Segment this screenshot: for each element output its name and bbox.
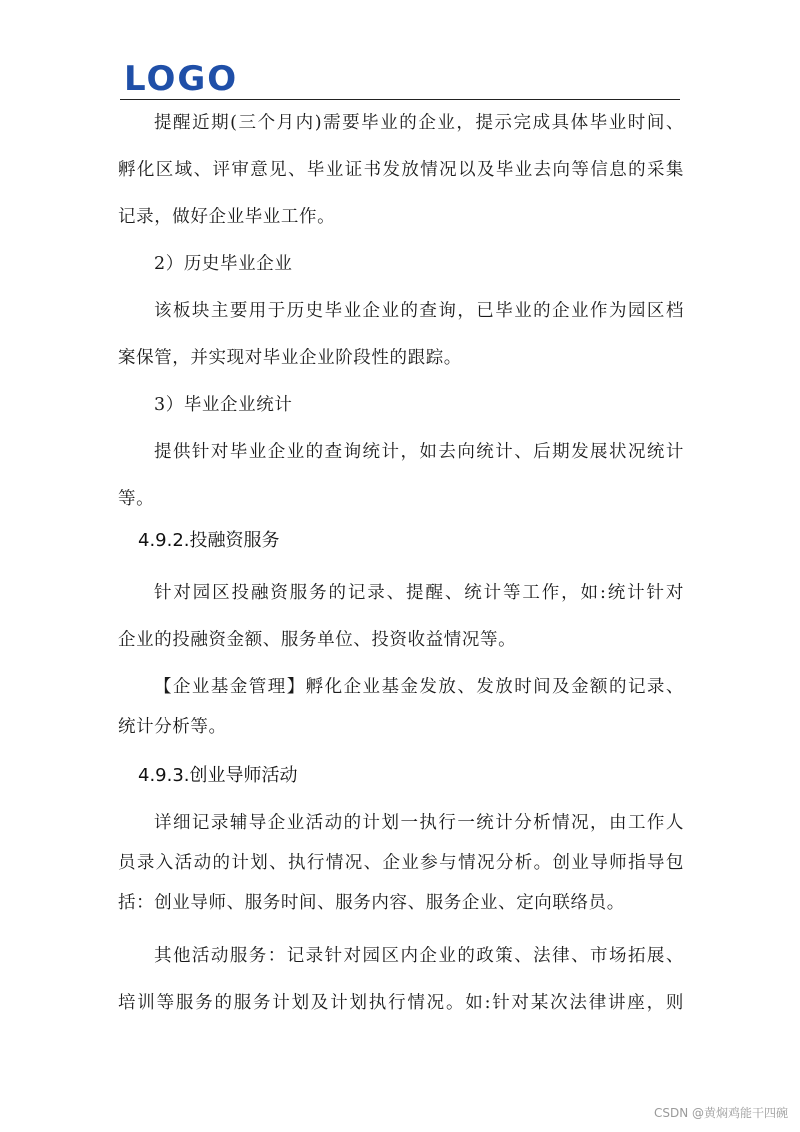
- paragraph-line: 案保管，并实现对毕业企业阶段性的跟踪。: [118, 348, 462, 368]
- paragraph-line: 详细记录辅导企业活动的计划一执行一统计分析情况，由工作人: [154, 813, 684, 833]
- paragraph-line: 员录入活动的计划、执行情况、企业参与情况分析。创业导师指导包: [118, 853, 684, 873]
- paragraph-line: 记录，做好企业毕业工作。: [118, 207, 336, 227]
- logo: LOGO: [124, 59, 239, 99]
- section-heading: 4.9.2.投融资服务: [138, 530, 280, 551]
- header-rule: [120, 99, 680, 100]
- paragraph-line: 括：创业导师、服务时间、服务内容、服务企业、定向联络员。: [118, 893, 625, 913]
- watermark: CSDN @黄焖鸡能干四碗: [653, 1106, 788, 1120]
- paragraph-line: 其他活动服务：记录针对园区内企业的政策、法律、市场拓展、: [154, 946, 684, 966]
- paragraph-line: 培训等服务的服务计划及计划执行情况。如:针对某次法律讲座，则: [118, 993, 684, 1013]
- paragraph-line: 【企业基金管理】孵化企业基金发放、发放时间及金额的记录、: [154, 677, 684, 697]
- paragraph-line: 针对园区投融资服务的记录、提醒、统计等工作，如:统计针对: [154, 583, 684, 603]
- paragraph-line: 提醒近期(三个月内)需要毕业的企业，提示完成具体毕业时间、: [154, 113, 684, 133]
- paragraph-line: 孵化区域、评审意见、毕业证书发放情况以及毕业去向等信息的采集: [118, 160, 684, 180]
- paragraph-line: 企业的投融资金额、服务单位、投资收益情况等。: [118, 630, 517, 650]
- paragraph-line: 等。: [118, 489, 155, 509]
- list-item: 2）历史毕业企业: [154, 254, 293, 274]
- paragraph-line: 该板块主要用于历史毕业企业的查询，已毕业的企业作为园区档: [154, 301, 684, 321]
- paragraph-line: 提供针对毕业企业的查询统计，如去向统计、后期发展状况统计: [154, 442, 684, 462]
- paragraph-line: 统计分析等。: [118, 717, 227, 737]
- list-item: 3）毕业企业统计: [154, 395, 293, 415]
- section-heading: 4.9.3.创业导师活动: [138, 765, 298, 786]
